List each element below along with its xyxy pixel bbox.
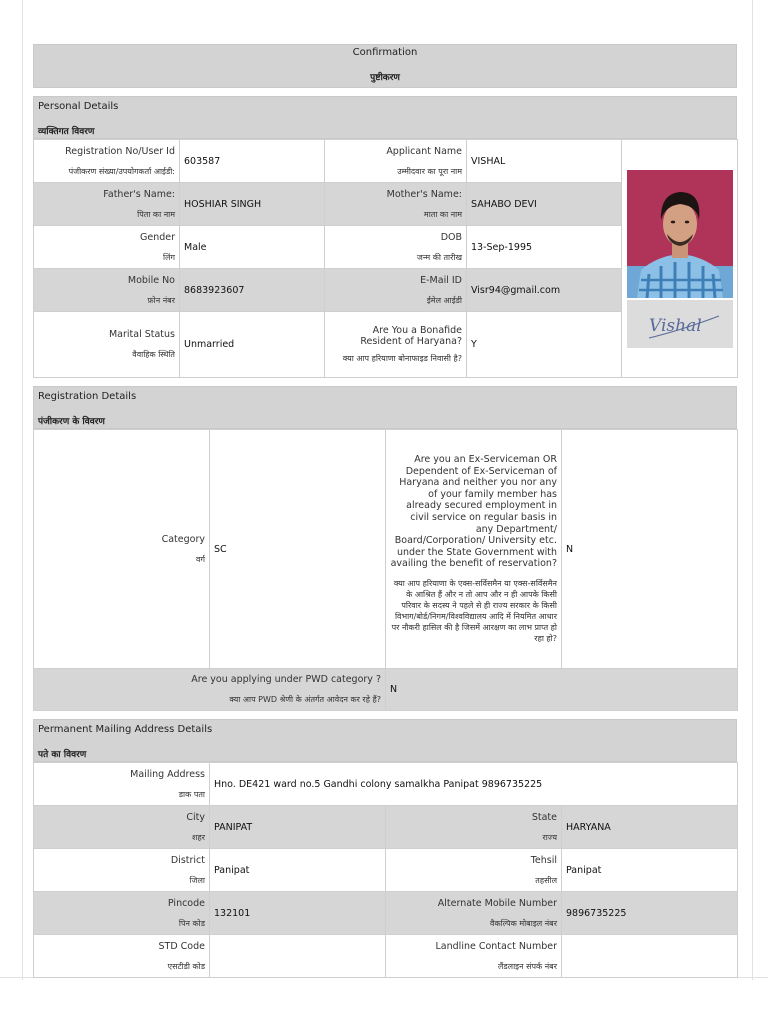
std-code-value: [210, 935, 386, 978]
ex-serviceman-value: N: [562, 430, 738, 669]
gender-label: Gender लिंग: [34, 226, 180, 269]
landline-label: Landline Contact Number लैंडलाइन संपर्क नंबर: [386, 935, 562, 978]
mother-name-value: SAHABO DEVI: [467, 183, 622, 226]
city-label: City शहर: [34, 806, 210, 849]
page-right-border: [752, 0, 753, 980]
ex-serviceman-label: Are you an Ex-Serviceman OR Dependent of Ex-Serviceman of Haryana and neither you nor any of your family member has already secured employment in civil service on regular basis in any Department/ Board/Corporation/ University etc. under the State Government with availing the benefit of reservation? क्या आप हरियाणा के एक्स-सर्विसमैन या एक्स-सर्विसमैन के आश्रित हैं और न तो आप और न ही आपके किसी परिवार के सदस्य ने पहले से ही राज्य सरकार के किसी विभाग/बोर्ड/निगम/विश्वविद्यालय आदि में नियमित आधार पर नौकरी हासिल की है जिसमें आरक्षण का लाभ प्राप्त हो रहा हो?: [386, 430, 562, 669]
table-row: [34, 430, 738, 669]
pincode-label: Pincode पिन कोड: [34, 892, 210, 935]
personal-details-table: [33, 139, 738, 378]
registration-details-header: [33, 386, 737, 429]
registration-details-table: [33, 429, 738, 711]
registration-no-label: Registration No/User Id पंजीकरण संख्या/उपयोगकर्ता आईडी:: [34, 140, 180, 183]
alternate-mobile-value: 9896735225: [562, 892, 738, 935]
email-value: Visr94@gmail.com: [467, 269, 622, 312]
confirmation-title: Confirmation: [352, 47, 418, 58]
pwd-label: Are you applying under PWD category ? क्या आप PWD श्रेणी के अंतर्गत आवेदन कर रहे हैं?: [34, 669, 386, 711]
table-row: [34, 669, 738, 711]
address-details-title-hindi: पते का विवरण: [38, 750, 87, 760]
table-row: [34, 849, 738, 892]
state-label: State राज्य: [386, 806, 562, 849]
table-row: [34, 892, 738, 935]
registration-no-value: 603587: [180, 140, 325, 183]
applicant-signature: [627, 300, 733, 348]
district-value: Panipat: [210, 849, 386, 892]
address-details-title: Permanent Mailing Address Details: [38, 724, 213, 735]
mailing-address-label: Mailing Address डाक पता: [34, 763, 210, 806]
email-label: E-Mail ID ईमेल आईडी: [325, 269, 467, 312]
svg-text:Vishal: Vishal: [648, 315, 702, 336]
landline-value: [562, 935, 738, 978]
confirmation-document: [33, 44, 737, 978]
address-details-table: [33, 762, 738, 978]
father-name-value: HOSHIAR SINGH: [180, 183, 325, 226]
personal-details-title-hindi: व्यक्तिगत विवरण: [38, 127, 95, 137]
table-row: [34, 140, 738, 183]
table-row: [34, 935, 738, 978]
personal-details-header: [33, 96, 737, 139]
tehsil-label: Tehsil तहसील: [386, 849, 562, 892]
category-value: SC: [210, 430, 386, 669]
district-label: District जिला: [34, 849, 210, 892]
applicant-name-label: Applicant Name उम्मीदवार का पूरा नाम: [325, 140, 467, 183]
mobile-value: 8683923607: [180, 269, 325, 312]
bonafide-label: Are You a Bonafide Resident of Haryana? क्या आप हरियाणा बोनाफाइड निवासी है?: [325, 312, 467, 378]
father-name-label: Father's Name: पिता का नाम: [34, 183, 180, 226]
category-label: Category वर्ग: [34, 430, 210, 669]
pwd-value: N: [386, 669, 738, 711]
registration-details-title: Registration Details: [38, 391, 137, 402]
mother-name-label: Mother's Name: माता का नाम: [325, 183, 467, 226]
tehsil-value: Panipat: [562, 849, 738, 892]
gender-value: Male: [180, 226, 325, 269]
bonafide-value: Y: [467, 312, 622, 378]
marital-status-value: Unmarried: [180, 312, 325, 378]
confirmation-header: [33, 44, 737, 88]
alternate-mobile-label: Alternate Mobile Number वैकल्पिक मोबाइल नंबर: [386, 892, 562, 935]
page-left-border: [22, 0, 23, 980]
confirmation-title-hindi: पुष्टीकरण: [370, 73, 400, 83]
registration-details-title-hindi: पंजीकरण के विवरण: [38, 417, 105, 427]
applicant-name-value: VISHAL: [467, 140, 622, 183]
personal-details-title: Personal Details: [38, 101, 119, 112]
state-value: HARYANA: [562, 806, 738, 849]
applicant-photo: [627, 170, 733, 298]
city-value: PANIPAT: [210, 806, 386, 849]
mailing-address-value: Hno. DE421 ward no.5 Gandhi colony samalkha Panipat 9896735225: [210, 763, 738, 806]
pincode-value: 132101: [210, 892, 386, 935]
table-row: [34, 763, 738, 806]
address-details-header: [33, 719, 737, 762]
photo-cell: [622, 140, 738, 378]
marital-status-label: Marital Status वैवाहिक स्थिति: [34, 312, 180, 378]
dob-value: 13-Sep-1995: [467, 226, 622, 269]
dob-label: DOB जन्म की तारीख: [325, 226, 467, 269]
std-code-label: STD Code एसटीडी कोड: [34, 935, 210, 978]
mobile-label: Mobile No फ़ोन नंबर: [34, 269, 180, 312]
table-row: [34, 806, 738, 849]
